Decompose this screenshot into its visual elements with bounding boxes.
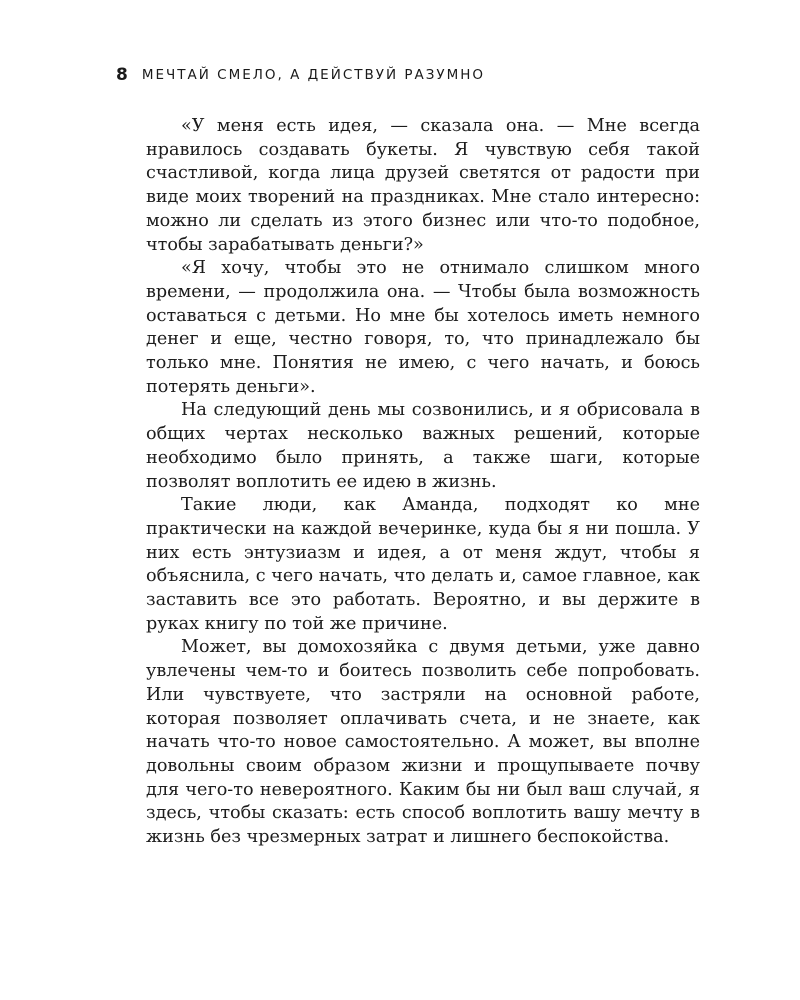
page-number: 8 — [116, 65, 128, 85]
paragraph: Такие люди, как Аманда, подходят ко мне практически на каждой вечеринке, куда бы я ни пошла. У них есть энтузиазм и идея, а от меня ждут, чтобы я объяснила, с чего начать, что делать и, самое главное, как заставить все это работать. Вероятно, и вы держите в руках книгу по той же причине. — [146, 495, 700, 634]
running-header — [116, 64, 485, 86]
paragraph: Может, вы домохозяйка с двумя детьми, уже давно увлечены чем-то и боитесь позволить себе попробовать. Или чувствуете, что застряли на основной работе, которая позволяет оплачивать счета, и не знаете, как начать что-то новое самостоятельно. А может, вы вполне довольны своим образом жизни и прощупываете почву для чего-то невероятного. Каким бы ни был ваш случай, я здесь, чтобы сказать: есть способ воплотить вашу мечту в жизнь без чрезмерных затрат и лишнего беспокойства. — [146, 637, 700, 848]
paragraph: «Я хочу, чтобы это не отнимало слишком много времени, — продолжила она. — Чтобы была возможность оставаться с детьми. Но мне бы хотелось иметь немного денег и еще, честно говоря, то, что принадлежало бы только мне. Понятия не имею, с чего начать, и боюсь потерять деньги». — [146, 258, 700, 397]
body-text — [146, 115, 700, 850]
paragraph: На следующий день мы созвонились, и я обрисовала в общих чертах несколько важных решений, которые необходимо было принять, а также шаги, которые позволят воплотить ее идею в жизнь. — [146, 400, 700, 492]
running-title: МЕЧТАЙ СМЕЛО, А ДЕЙСТВУЙ РАЗУМНО — [141, 67, 486, 83]
paragraph: «У меня есть идея, — сказала она. — Мне всегда нравилось создавать букеты. Я чувствую себя такой счастливой, когда лица друзей светятся от радости при виде моих творений на праздниках. Мне стало интересно: можно ли сделать из этого бизнес или что-то подобное, чтобы зарабатывать деньги?» — [146, 116, 700, 255]
